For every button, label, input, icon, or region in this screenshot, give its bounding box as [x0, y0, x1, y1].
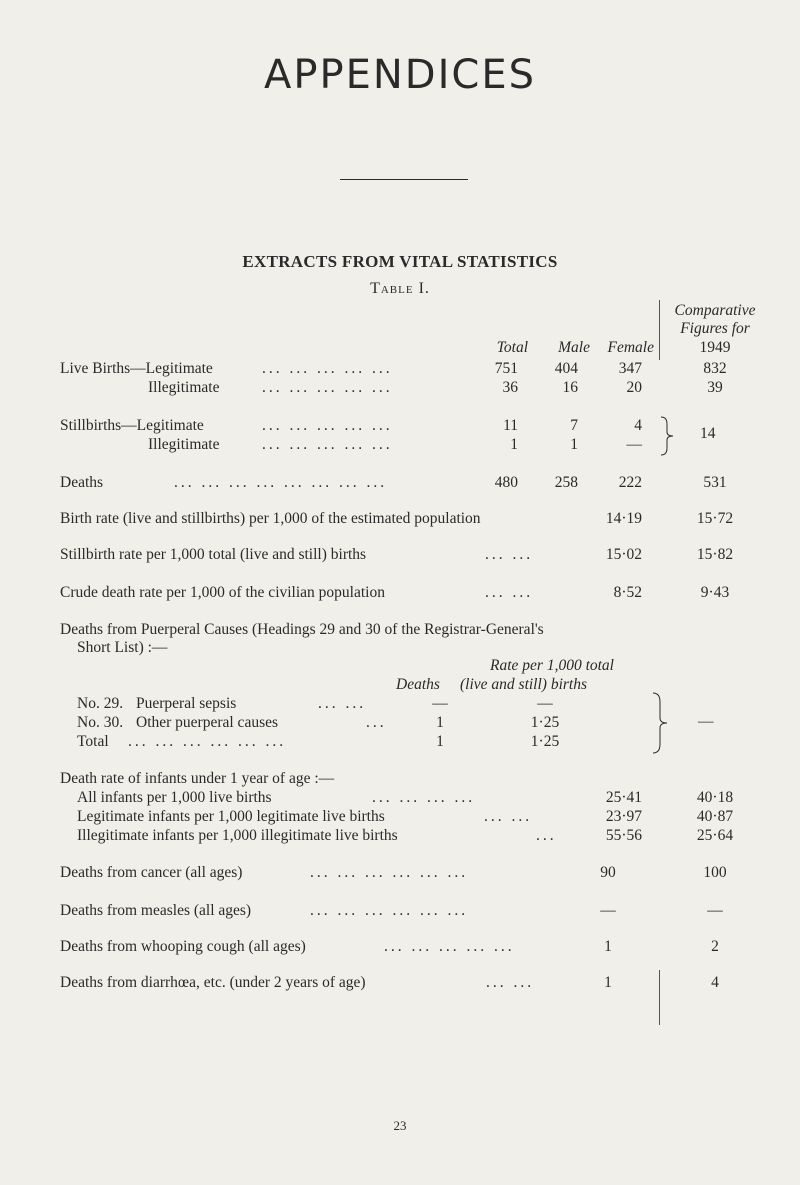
still-illegit-total: 1 — [510, 436, 518, 453]
whooping-cough-value: 1 — [604, 938, 612, 955]
death-rate-value: 8·52 — [613, 584, 642, 601]
live-legit-male: 404 — [554, 360, 578, 377]
stillbirth-rate-label: Stillbirth rate per 1,000 total (live and still) births — [60, 546, 367, 563]
infant-row-value: 25·41 — [605, 789, 642, 806]
leader-dots: ... ... — [485, 584, 534, 601]
col-total: Total — [496, 339, 528, 356]
comparative-header-2: Figures for — [680, 320, 750, 337]
puerperal-brace — [652, 692, 668, 754]
infant-row-comp: 40·87 — [696, 808, 734, 825]
comparative-year: 1949 — [699, 339, 731, 356]
puerperal-rate-header-2: (live and still) births — [460, 676, 588, 693]
puerperal-heading-1: Deaths from Puerperal Causes (Headings 29 and 30 of the Registrar-General's — [60, 621, 544, 638]
infant-row-label: Legitimate infants per 1,000 legitimate live births — [77, 808, 385, 825]
infant-row-label: Illegitimate infants per 1,000 illegitimate live births — [77, 827, 398, 844]
diarrhoea-comp: 4 — [711, 974, 719, 991]
whooping-cough-label: Deaths from whooping cough (all ages) — [60, 938, 306, 955]
puerperal-row-label: Puerperal sepsis — [136, 695, 237, 712]
leader-dots: ... ... — [484, 808, 533, 825]
puerperal-deaths-header: Deaths — [396, 676, 440, 693]
leader-dots: ... ... ... ... ... — [262, 436, 393, 453]
leader-dots: ... — [366, 714, 387, 731]
live-illegit-total: 36 — [502, 379, 518, 396]
stillbirth-rate-comp: 15·82 — [696, 546, 734, 563]
puerperal-comp: — — [698, 713, 714, 730]
leader-dots: ... ... ... ... ... ... ... ... — [174, 474, 388, 491]
leader-dots: ... — [536, 827, 557, 844]
whooping-cough-comp: 2 — [711, 938, 719, 955]
live-legit-female: 347 — [618, 360, 642, 377]
leader-dots: ... ... — [318, 695, 367, 712]
live-illegit-comp: 39 — [707, 379, 723, 396]
page-number: 23 — [393, 1118, 407, 1133]
puerperal-total-label: Total — [77, 733, 109, 750]
section-heading: EXTRACTS FROM VITAL STATISTICS — [242, 252, 558, 271]
col-female: Female — [607, 339, 654, 356]
leader-dots: ... ... ... ... ... — [384, 938, 515, 955]
title-divider — [340, 179, 468, 180]
live-legit-total: 751 — [494, 360, 518, 377]
death-rate-label: Crude death rate per 1,000 of the civilian population — [60, 584, 385, 601]
death-rate-comp: 9·43 — [700, 584, 730, 601]
diarrhoea-label: Deaths from diarrhœa, etc. (under 2 years of age) — [60, 974, 366, 991]
leader-dots: ... ... ... ... ... — [262, 417, 393, 434]
measles-comp: — — [707, 902, 723, 919]
col-male: Male — [558, 339, 590, 356]
birth-rate-comp: 15·72 — [696, 510, 734, 527]
leader-dots: ... ... ... ... ... ... — [310, 864, 469, 881]
deaths-female: 222 — [618, 474, 642, 491]
puerperal-deaths: 1 — [436, 714, 444, 731]
puerperal-deaths: 1 — [436, 733, 444, 750]
infant-row-comp: 25·64 — [696, 827, 734, 844]
puerperal-deaths: — — [432, 695, 448, 712]
puerperal-heading-2: Short List) :— — [77, 639, 168, 656]
infant-row-label: All infants per 1,000 live births — [77, 789, 272, 806]
stillbirths-legit-label: Stillbirths—Legitimate — [60, 417, 204, 434]
cancer-value: 90 — [600, 864, 616, 881]
still-legit-male: 7 — [570, 417, 578, 434]
live-births-illegit-label: Illegitimate — [148, 379, 220, 396]
leader-dots: ... ... ... ... ... — [262, 360, 393, 377]
puerperal-rate: 1·25 — [530, 714, 560, 731]
puerperal-rate: 1·25 — [530, 733, 560, 750]
live-illegit-male: 16 — [562, 379, 578, 396]
table-label: Table I. — [370, 280, 430, 297]
live-births-legit-label: Live Births—Legitimate — [60, 360, 213, 377]
live-legit-comp: 832 — [703, 360, 727, 377]
deaths-total: 480 — [494, 474, 518, 491]
still-illegit-male: 1 — [570, 436, 578, 453]
infant-row-comp: 40·18 — [696, 789, 734, 806]
stillbirth-brace — [660, 416, 674, 456]
deaths-comp: 531 — [703, 474, 727, 491]
puerperal-row-label: Other puerperal causes — [136, 714, 279, 731]
puerperal-rate-header-1: Rate per 1,000 total — [490, 657, 614, 674]
leader-dots: ... ... ... ... — [372, 789, 476, 806]
puerperal-no-30: No. 30. — [77, 714, 124, 731]
deaths-label: Deaths — [60, 474, 104, 491]
stillbirths-illegit-label: Illegitimate — [148, 436, 220, 453]
comparative-header-1: Comparative — [674, 302, 756, 319]
birth-rate-value: 14·19 — [605, 510, 642, 527]
infant-heading: Death rate of infants under 1 year of age :— — [60, 770, 335, 787]
infant-row-value: 55·56 — [605, 827, 642, 844]
still-legit-total: 11 — [503, 417, 518, 434]
birth-rate-label: Birth rate (live and stillbirths) per 1,000 of the estimated population — [60, 510, 481, 527]
stillbirth-rate-value: 15·02 — [605, 546, 642, 563]
leader-dots: ... ... ... ... ... ... — [310, 902, 469, 919]
cancer-label: Deaths from cancer (all ages) — [60, 864, 243, 881]
still-legit-female: 4 — [634, 417, 642, 434]
still-comp: 14 — [700, 425, 716, 442]
measles-label: Deaths from measles (all ages) — [60, 902, 252, 919]
measles-value: — — [600, 902, 616, 919]
puerperal-no-29: No. 29. — [77, 695, 124, 712]
leader-dots: ... ... ... ... ... ... — [128, 733, 287, 750]
leader-dots: ... ... — [485, 546, 534, 563]
leader-dots: ... ... ... ... ... — [262, 379, 393, 396]
page-title: APPENDICES — [264, 52, 536, 98]
leader-dots: ... ... — [486, 974, 535, 991]
live-illegit-female: 20 — [626, 379, 642, 396]
deaths-male: 258 — [554, 474, 578, 491]
still-illegit-female: — — [626, 436, 642, 453]
cancer-comp: 100 — [703, 864, 727, 881]
puerperal-rate: — — [537, 695, 553, 712]
infant-row-value: 23·97 — [605, 808, 642, 825]
diarrhoea-value: 1 — [604, 974, 612, 991]
